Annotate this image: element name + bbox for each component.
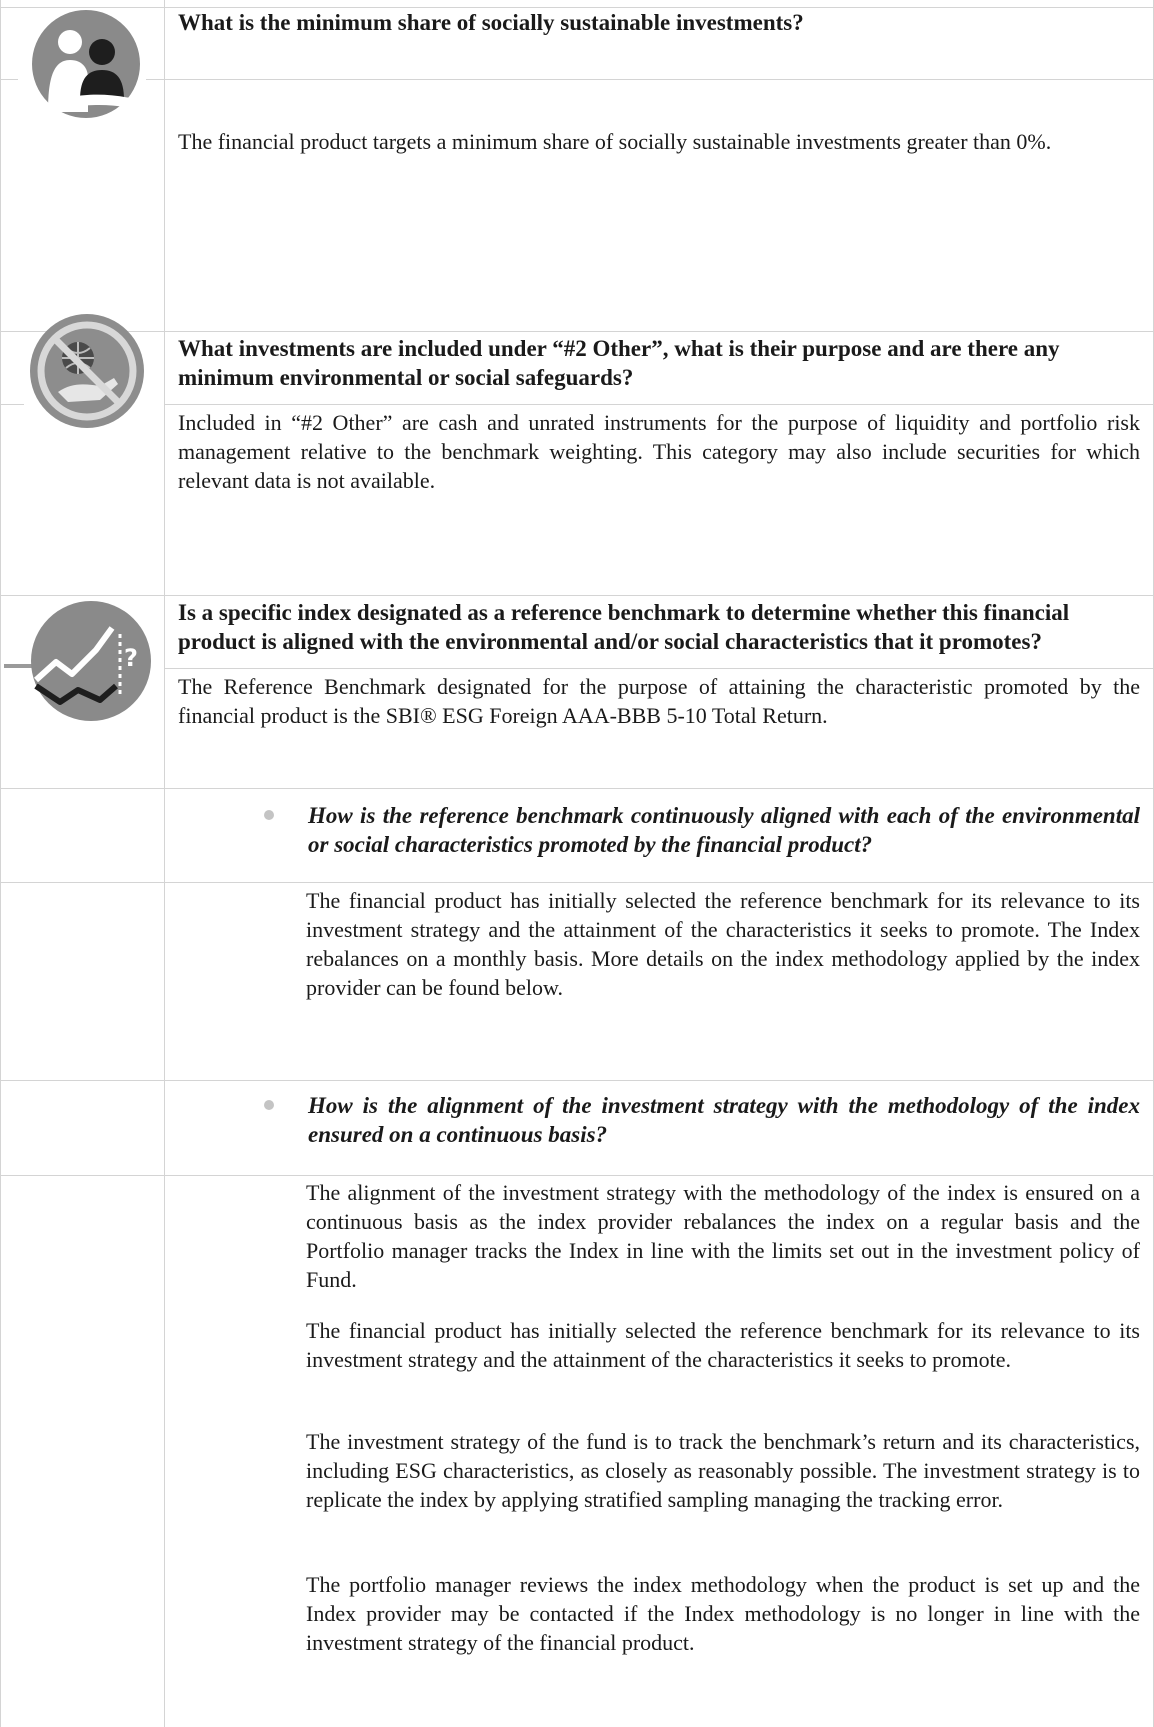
subsection-question: How is the alignment of the investment strategy with the methodology of the index ensured on a continuous basis? bbox=[308, 1093, 1140, 1147]
trend-question-icon bbox=[4, 594, 152, 733]
row-line bbox=[146, 79, 1154, 80]
section-question: What investments are included under “#2 Other”, what is their purpose and are there any minimum environmental or social safeguards? bbox=[178, 336, 1060, 390]
subsection-paragraph: The financial product has initially selected the reference benchmark for its relevance to its investment strategy and the attainment of the characteristics it seeks to promote. The Index rebalances on a monthly basis. More details on the index methodology applied by the index provider can be found below. bbox=[306, 888, 1140, 1000]
row-line bbox=[0, 404, 24, 405]
section-answer: The financial product targets a minimum share of socially sustainable investments greater than 0%. bbox=[178, 129, 1052, 154]
subsection-paragraph: The portfolio manager reviews the index methodology when the product is set up and the Index provider may be contacted if the Index methodology is no longer in line with the investment strategy of the financial product. bbox=[306, 1572, 1140, 1655]
column-divider bbox=[164, 0, 165, 1727]
globe-hand-no-icon bbox=[28, 312, 146, 435]
section-answer: The Reference Benchmark designated for the purpose of attaining the characteristic promoted by the financial product is the SBI® ESG Foreign AAA-BBB 5-10 Total Return. bbox=[178, 674, 1140, 728]
bullet-icon bbox=[264, 810, 274, 820]
section-question: Is a specific index designated as a reference benchmark to determine whether this financial product is aligned with the environmental and/or social characteristics that it promotes? bbox=[178, 600, 1070, 654]
row-line bbox=[0, 1080, 1154, 1081]
section-answer: Included in “#2 Other” are cash and unrated instruments for the purpose of liquidity and portfolio risk management relative to the benchmark weighting. This category may also include securities for which relevant data is not available. bbox=[178, 410, 1140, 493]
row-line bbox=[0, 79, 18, 80]
subsection-paragraph: The financial product has initially selected the reference benchmark for its relevance to its investment strategy and the attainment of the characteristics it seeks to promote. bbox=[306, 1318, 1140, 1372]
row-line bbox=[0, 331, 1154, 332]
bullet-icon bbox=[264, 1100, 274, 1110]
row-line bbox=[0, 788, 1154, 789]
section-question: What is the minimum share of socially sustainable investments? bbox=[178, 10, 804, 35]
svg-text:?: ? bbox=[124, 644, 138, 672]
subsection-paragraph: The alignment of the investment strategy with the methodology of the index is ensured on a continuous basis as the index provider rebalances the index on a regular basis and the Portfolio manager tracks the Index in line with the limits set out in the investment policy of Fund. bbox=[306, 1180, 1140, 1292]
subsection-paragraph: The investment strategy of the fund is to track the benchmark’s return and its characteristics, including ESG characteristics, as closely as reasonably possible. The investment strategy is to replicate the index by applying stratified sampling managing the tracking error. bbox=[306, 1429, 1140, 1512]
row-line bbox=[0, 595, 1154, 596]
row-line bbox=[0, 1175, 1154, 1176]
row-line bbox=[164, 668, 1154, 669]
row-line bbox=[164, 404, 1154, 405]
left-border bbox=[0, 0, 1, 1727]
people-icon bbox=[30, 8, 142, 125]
row-line bbox=[0, 882, 1154, 883]
subsection-question: How is the reference benchmark continuously aligned with each of the environmental or social characteristics promoted by the financial product? bbox=[308, 803, 1140, 857]
